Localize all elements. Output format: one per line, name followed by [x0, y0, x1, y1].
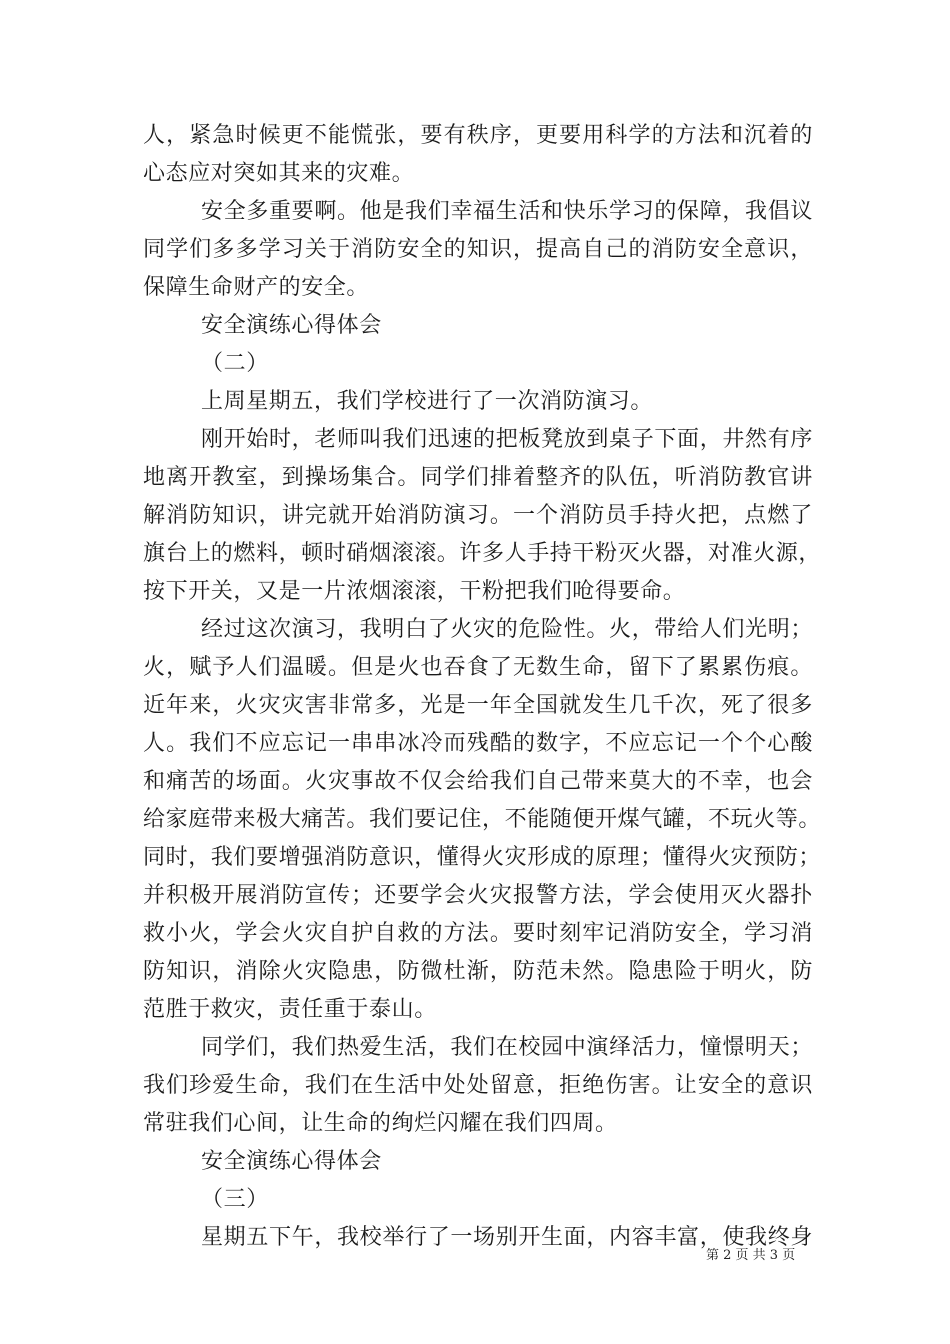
text-line: 人，紧急时候更不能慌张，要有秩序，更要用科学的方法和沉着的 [143, 123, 813, 148]
text-line: 救小火，学会火灾自护自救的方法。要时刻牢记消防安全，学习消 [143, 921, 813, 946]
text-line: 我们珍爱生命，我们在生活中处处留意，拒绝伤害。让安全的意识 [143, 1073, 813, 1098]
text-line: 心态应对突如其来的灾难。 [143, 161, 415, 186]
section-number: （二） [201, 351, 269, 376]
text-line: 按下开关，又是一片浓烟滚滚，干粉把我们呛得要命。 [143, 579, 686, 604]
text-line: 防知识，消除火灾隐患，防微杜渐，防范未然。隐患险于明火，防 [143, 959, 813, 984]
text-line: 近年来，火灾灾害非常多，光是一年全国就发生几千次，死了很多 [143, 693, 813, 718]
text-line: 上周星期五，我们学校进行了一次消防演习。 [201, 389, 654, 414]
text-line: 解消防知识，讲完就开始消防演习。一个消防员手持火把，点燃了 [143, 503, 813, 528]
page-number: 第 2 页 共 3 页 [706, 1248, 796, 1263]
text-line: 地离开教室，到操场集合。同学们排着整齐的队伍，听消防教官讲 [143, 465, 813, 490]
text-line: 给家庭带来极大痛苦。我们要记住，不能随便开煤气罐，不玩火等。 [143, 807, 822, 832]
text-line: 同时，我们要增强消防意识，懂得火灾形成的原理；懂得火灾预防； [143, 845, 822, 870]
text-line: 保障生命财产的安全。 [143, 275, 370, 300]
text-line: 和痛苦的场面。火灾事故不仅会给我们自己带来莫大的不幸，也会 [143, 769, 813, 794]
section-heading: 安全演练心得体会 [201, 313, 382, 338]
text-line: 刚开始时，老师叫我们迅速的把板凳放到桌子下面，井然有序 [201, 427, 813, 452]
section-number: （三） [201, 1187, 269, 1212]
text-line: 同学们多多学习关于消防安全的知识，提高自己的消防安全意识， [143, 237, 813, 262]
section-heading: 安全演练心得体会 [201, 1149, 382, 1174]
text-line: 安全多重要啊。他是我们幸福生活和快乐学习的保障，我倡议 [201, 199, 813, 224]
text-line: 人。我们不应忘记一串串冰冷而残酷的数字，不应忘记一个个心酸 [143, 731, 813, 756]
text-line: 并积极开展消防宣传；还要学会火灾报警方法，学会使用灭火器扑 [143, 883, 813, 908]
text-line: 常驻我们心间，让生命的绚烂闪耀在我们四周。 [143, 1111, 618, 1136]
text-line: 经过这次演习，我明白了火灾的危险性。火，带给人们光明； [201, 617, 813, 642]
text-line: 旗台上的燃料，顿时硝烟滚滚。许多人手持干粉灭火器，对准火源， [143, 541, 822, 566]
text-line: 星期五下午，我校举行了一场别开生面，内容丰富，使我终身 [201, 1225, 813, 1250]
text-line: 范胜于救灾，责任重于泰山。 [143, 997, 437, 1022]
text-line: 火，赋予人们温暖。但是火也吞食了无数生命，留下了累累伤痕。 [143, 655, 813, 680]
text-line: 同学们，我们热爱生活，我们在校园中演绎活力，憧憬明天； [201, 1035, 813, 1060]
